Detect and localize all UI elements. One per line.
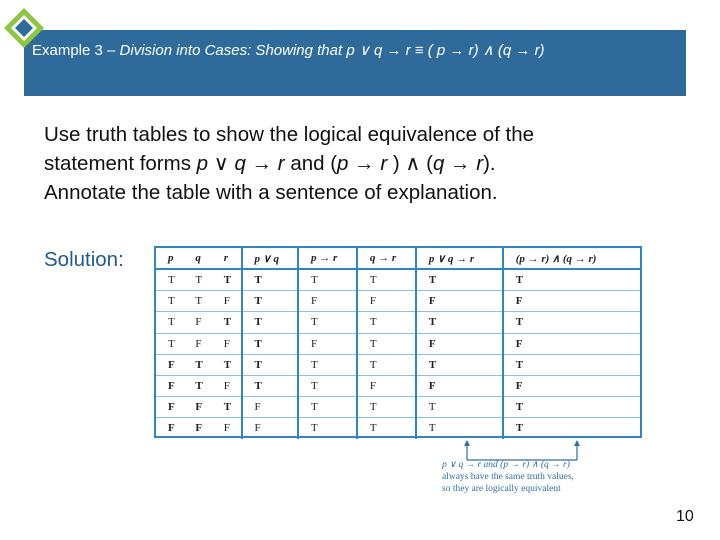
table-cell: F bbox=[357, 375, 416, 396]
table-row bbox=[156, 375, 640, 396]
table-cell: T bbox=[357, 333, 416, 354]
table-cell: F bbox=[156, 418, 183, 439]
table-cell: T bbox=[503, 312, 640, 333]
table-cell: F bbox=[212, 333, 242, 354]
var-r: r bbox=[277, 152, 285, 175]
table-cell: F bbox=[156, 354, 183, 375]
table-cell: F bbox=[183, 397, 211, 418]
slide-title-bar bbox=[24, 30, 686, 96]
table-row bbox=[156, 354, 640, 375]
table-cell: T bbox=[357, 397, 416, 418]
op-and: ) ∧ ( bbox=[387, 152, 433, 175]
table-cell: T bbox=[503, 397, 640, 418]
col-header: r bbox=[212, 248, 242, 269]
table-row bbox=[156, 269, 640, 291]
table-cell: T bbox=[212, 397, 242, 418]
slide-title bbox=[32, 40, 682, 62]
table-cell: F bbox=[503, 375, 640, 396]
table-cell: F bbox=[183, 418, 211, 439]
table-cell: T bbox=[183, 269, 211, 291]
table-cell: T bbox=[298, 354, 357, 375]
table-cell: T bbox=[242, 333, 298, 354]
table-cell: T bbox=[416, 397, 503, 418]
table-cell: T bbox=[298, 312, 357, 333]
col-header: p bbox=[156, 248, 183, 269]
op-implies: → bbox=[348, 152, 381, 175]
table-cell: F bbox=[156, 397, 183, 418]
table-cell: T bbox=[242, 291, 298, 312]
table-cell: T bbox=[156, 312, 183, 333]
text-segment: statement forms bbox=[44, 152, 197, 175]
table-cell: F bbox=[242, 418, 298, 439]
table-cell: F bbox=[503, 291, 640, 312]
table-cell: F bbox=[212, 291, 242, 312]
table-cell: T bbox=[212, 269, 242, 291]
table-cell: T bbox=[357, 312, 416, 333]
table-cell: F bbox=[298, 333, 357, 354]
table-cell: F bbox=[357, 291, 416, 312]
table-row bbox=[156, 418, 640, 439]
table-cell: F bbox=[212, 375, 242, 396]
table-cell: F bbox=[212, 418, 242, 439]
op-implies: → bbox=[444, 152, 477, 175]
table-cell: T bbox=[212, 312, 242, 333]
slide-title-prefix: Example 3 – bbox=[32, 42, 120, 59]
col-header: p ∨ q → r bbox=[416, 248, 503, 269]
col-header: q → r bbox=[357, 248, 416, 269]
truth-table-grid bbox=[156, 248, 640, 439]
table-row bbox=[156, 291, 640, 312]
table-cell: F bbox=[298, 291, 357, 312]
text-segment: ). bbox=[483, 152, 496, 175]
table-cell: F bbox=[416, 375, 503, 396]
annotation-line-3: so they are logically equivalent bbox=[442, 484, 561, 494]
table-cell: T bbox=[156, 269, 183, 291]
table-cell: T bbox=[242, 312, 298, 333]
table-cell: F bbox=[183, 333, 211, 354]
table-cell: T bbox=[503, 354, 640, 375]
table-row bbox=[156, 333, 640, 354]
table-cell: T bbox=[298, 375, 357, 396]
table-cell: T bbox=[357, 418, 416, 439]
table-cell: T bbox=[212, 354, 242, 375]
table-cell: T bbox=[416, 418, 503, 439]
var-q: q bbox=[432, 152, 445, 175]
table-cell: T bbox=[503, 418, 640, 439]
slide-title-main: Division into Cases: Showing that p ∨ q → r ≡ ( p → r) ∧ (q → r) bbox=[119, 42, 545, 59]
table-header-row bbox=[156, 248, 640, 269]
var-q: q bbox=[234, 152, 246, 175]
annotation-line-2: always have the same truth values, bbox=[442, 472, 574, 482]
problem-statement bbox=[44, 120, 684, 207]
table-cell: T bbox=[503, 269, 640, 291]
table-cell: T bbox=[298, 397, 357, 418]
op-or: ∨ bbox=[208, 152, 235, 175]
table-cell: T bbox=[416, 269, 503, 291]
op-implies: → bbox=[245, 152, 278, 175]
table-cell: F bbox=[183, 312, 211, 333]
table-cell: T bbox=[242, 354, 298, 375]
problem-line-2 bbox=[44, 149, 684, 178]
var-r: r bbox=[380, 152, 388, 175]
problem-line-3: Annotate the table with a sentence of explanation. bbox=[44, 181, 498, 204]
table-cell: T bbox=[242, 269, 298, 291]
table-cell: T bbox=[298, 269, 357, 291]
table-cell: T bbox=[357, 269, 416, 291]
table-cell: T bbox=[183, 291, 211, 312]
var-p: p bbox=[196, 152, 209, 175]
table-cell: T bbox=[183, 354, 211, 375]
diamond-decoration-icon bbox=[2, 6, 46, 50]
table-cell: F bbox=[416, 291, 503, 312]
table-row bbox=[156, 397, 640, 418]
truth-table bbox=[154, 246, 642, 438]
annotation-line-1: p ∨ q → r and (p → r) ∧ (q → r) bbox=[442, 460, 570, 470]
page-number: 10 bbox=[676, 508, 694, 525]
var-p: p bbox=[337, 152, 349, 175]
solution-label: Solution: bbox=[44, 248, 124, 271]
table-cell: T bbox=[416, 354, 503, 375]
table-annotation bbox=[442, 459, 642, 495]
table-cell: T bbox=[156, 333, 183, 354]
var-r: r bbox=[476, 152, 484, 175]
col-header: p → r bbox=[298, 248, 357, 269]
table-cell: T bbox=[357, 354, 416, 375]
table-cell: T bbox=[156, 291, 183, 312]
col-header: q bbox=[183, 248, 211, 269]
table-cell: T bbox=[298, 418, 357, 439]
table-cell: F bbox=[242, 397, 298, 418]
table-cell: F bbox=[503, 333, 640, 354]
table-cell: T bbox=[416, 312, 503, 333]
col-header: p ∨ q bbox=[242, 248, 298, 269]
table-cell: F bbox=[416, 333, 503, 354]
col-header: (p → r) ∧ (q → r) bbox=[503, 248, 640, 269]
table-cell: F bbox=[156, 375, 183, 396]
text-segment: and ( bbox=[284, 152, 338, 175]
table-cell: T bbox=[242, 375, 298, 396]
table-row bbox=[156, 312, 640, 333]
problem-line-1: Use truth tables to show the logical equivalence of the bbox=[44, 123, 535, 146]
table-cell: T bbox=[183, 375, 211, 396]
